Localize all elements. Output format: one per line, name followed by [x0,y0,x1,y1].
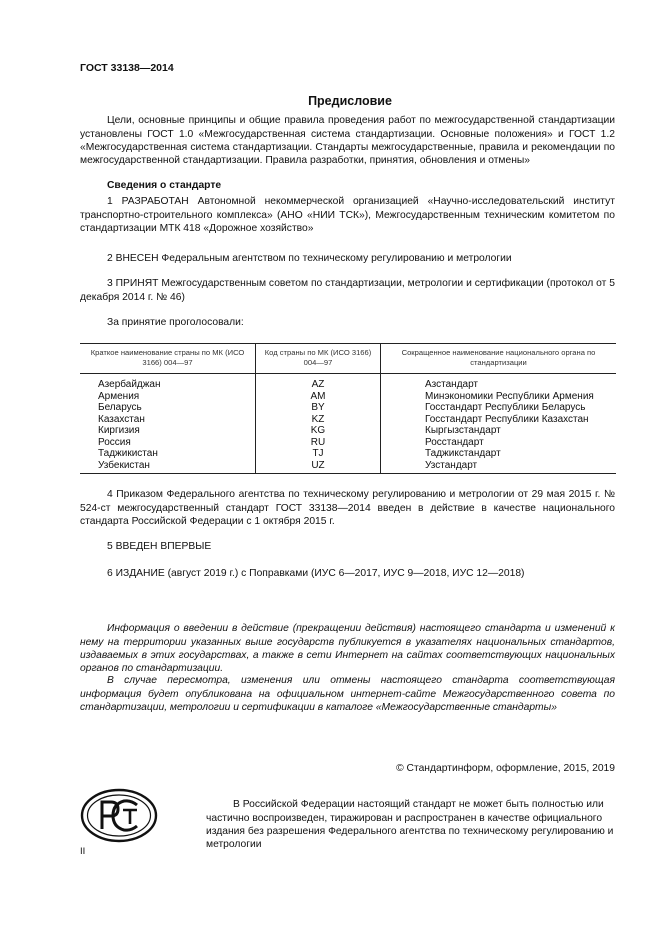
authority-cell: Таджикстандарт [381,448,617,460]
column-header-country: Краткое наименование страны по МК (ИСО 3166) 004—97 [80,344,256,374]
authority-cell: Росстандарт [381,437,617,449]
authority-cell: Минэкономики Республики Армения [381,391,617,403]
item-adopted: 3 ПРИНЯТ Межгосударственным советом по стандартизации, метрологии и сертификации (протокол от 5 декабря 2014 г. № 46) [80,278,615,303]
table-row [80,391,616,403]
code-cell: KZ [256,414,381,426]
legal-notice: В Российской Федерации настоящий стандарт не может быть полностью или частично воспроизведен, тиражирован и распространен в качестве официального издания без разрешения Федерального агентства по техническому регулированию и метрологии [206,799,614,851]
code-cell: AM [256,391,381,403]
item-enacted: 4 Приказом Федерального агентства по техническому регулированию и метрологии от 29 мая 2015 г. № 524-ст межгосударственный стандарт ГОСТ 33138—2014 введен в действие в качестве национального стандарта Российской Федерации с 1 октября 2015 г. [80,489,615,527]
copyright-notice: © Стандартинформ, оформление, 2015, 2019 [396,763,615,774]
voting-countries-table [80,343,616,474]
section-heading: Сведения о стандарте [107,180,222,192]
code-cell: RU [256,437,381,449]
code-cell: AZ [256,374,381,391]
country-cell: Азербайджан [98,379,161,390]
table-row [80,425,616,437]
vote-label: За принятие проголосовали: [107,317,244,329]
column-header-authority: Сокращенное наименование национального органа по стандартизации [381,344,617,374]
page-number: II [80,846,86,857]
item-first-introduced: 5 ВВЕДЕН ВПЕРВЫЕ [107,541,212,553]
authority-cell: Госстандарт Республики Беларусь [381,402,617,414]
country-cell: Казахстан [98,413,145,425]
column-header-code: Код страны по МК (ИСО 3166) 004—97 [256,344,381,374]
country-cell: Армения [98,390,140,402]
table-row [80,402,616,414]
authority-cell: Узстандарт [381,460,617,474]
table-row [80,437,616,449]
info-paragraph-revision: В случае пересмотра, изменения или отмены настоящего стандарта соответствующая информация будет опубликована на официальном интернет-сайте Межгосударственного совета по стандартизации, метрологии и сертификации в каталоге «Межгосударственные стандарты» [80,675,615,713]
item-edition: 6 ИЗДАНИЕ (август 2019 г.) с Поправками (ИУС 6—2017, ИУС 9—2018, ИУС 12—2018) [107,568,525,580]
code-cell: UZ [256,460,381,474]
info-paragraph-publication: Информация о введении в действие (прекращении действия) настоящего стандарта и изменений к нему на территории указанных выше государств публикуется в указателях национальных стандартов, издаваемых в этих государствах, а также в сети Интернет на сайтах соответствующих национальных органов по стандартизации. [80,623,615,675]
country-cell: Россия [98,436,131,448]
code-cell: BY [256,402,381,414]
table-row [80,460,616,474]
country-cell: Беларусь [98,402,142,413]
country-cell: Таджикистан [98,448,158,459]
authority-cell: Кыргызстандарт [381,425,617,437]
table-header-row [80,344,616,374]
code-cell: TJ [256,448,381,460]
authority-cell: Госстандарт Республики Казахстан [381,414,617,426]
rst-certification-mark-icon [80,788,158,848]
item-developed: 1 РАЗРАБОТАН Автономной некоммерческой организацией «Научно-исследовательский институт транспортно-строительного комплекса» (АНО «НИИ ТСК»), Межгосударственным техническим комитетом по стандартизации МТК 418 «Дорожное хозяйство» [80,196,615,234]
country-cell: Узбекистан [80,460,256,474]
document-code-header: ГОСТ 33138—2014 [80,62,174,74]
item-submitted: 2 ВНЕСЕН Федеральным агентством по техническому регулированию и метрологии [107,253,512,265]
table-row [80,374,616,391]
page-title: Предисловие [308,94,392,108]
code-cell: KG [256,425,381,437]
table-row [80,448,616,460]
authority-cell: Азстандарт [381,374,617,391]
intro-paragraph: Цели, основные принципы и общие правила проведения работ по межгосударственной стандартизации установлены ГОСТ 1.0 «Межгосударственная система стандартизации. Основные положения» и ГОСТ 1.2 «Межгосударственная система стандартизации. Стандарты межгосударственные, правила и рекомендации по межгосударственной стандартизации. Правила разработки, принятия, обновления и отмены» [80,115,615,167]
table-row [80,414,616,426]
country-cell: Киргизия [98,425,140,436]
